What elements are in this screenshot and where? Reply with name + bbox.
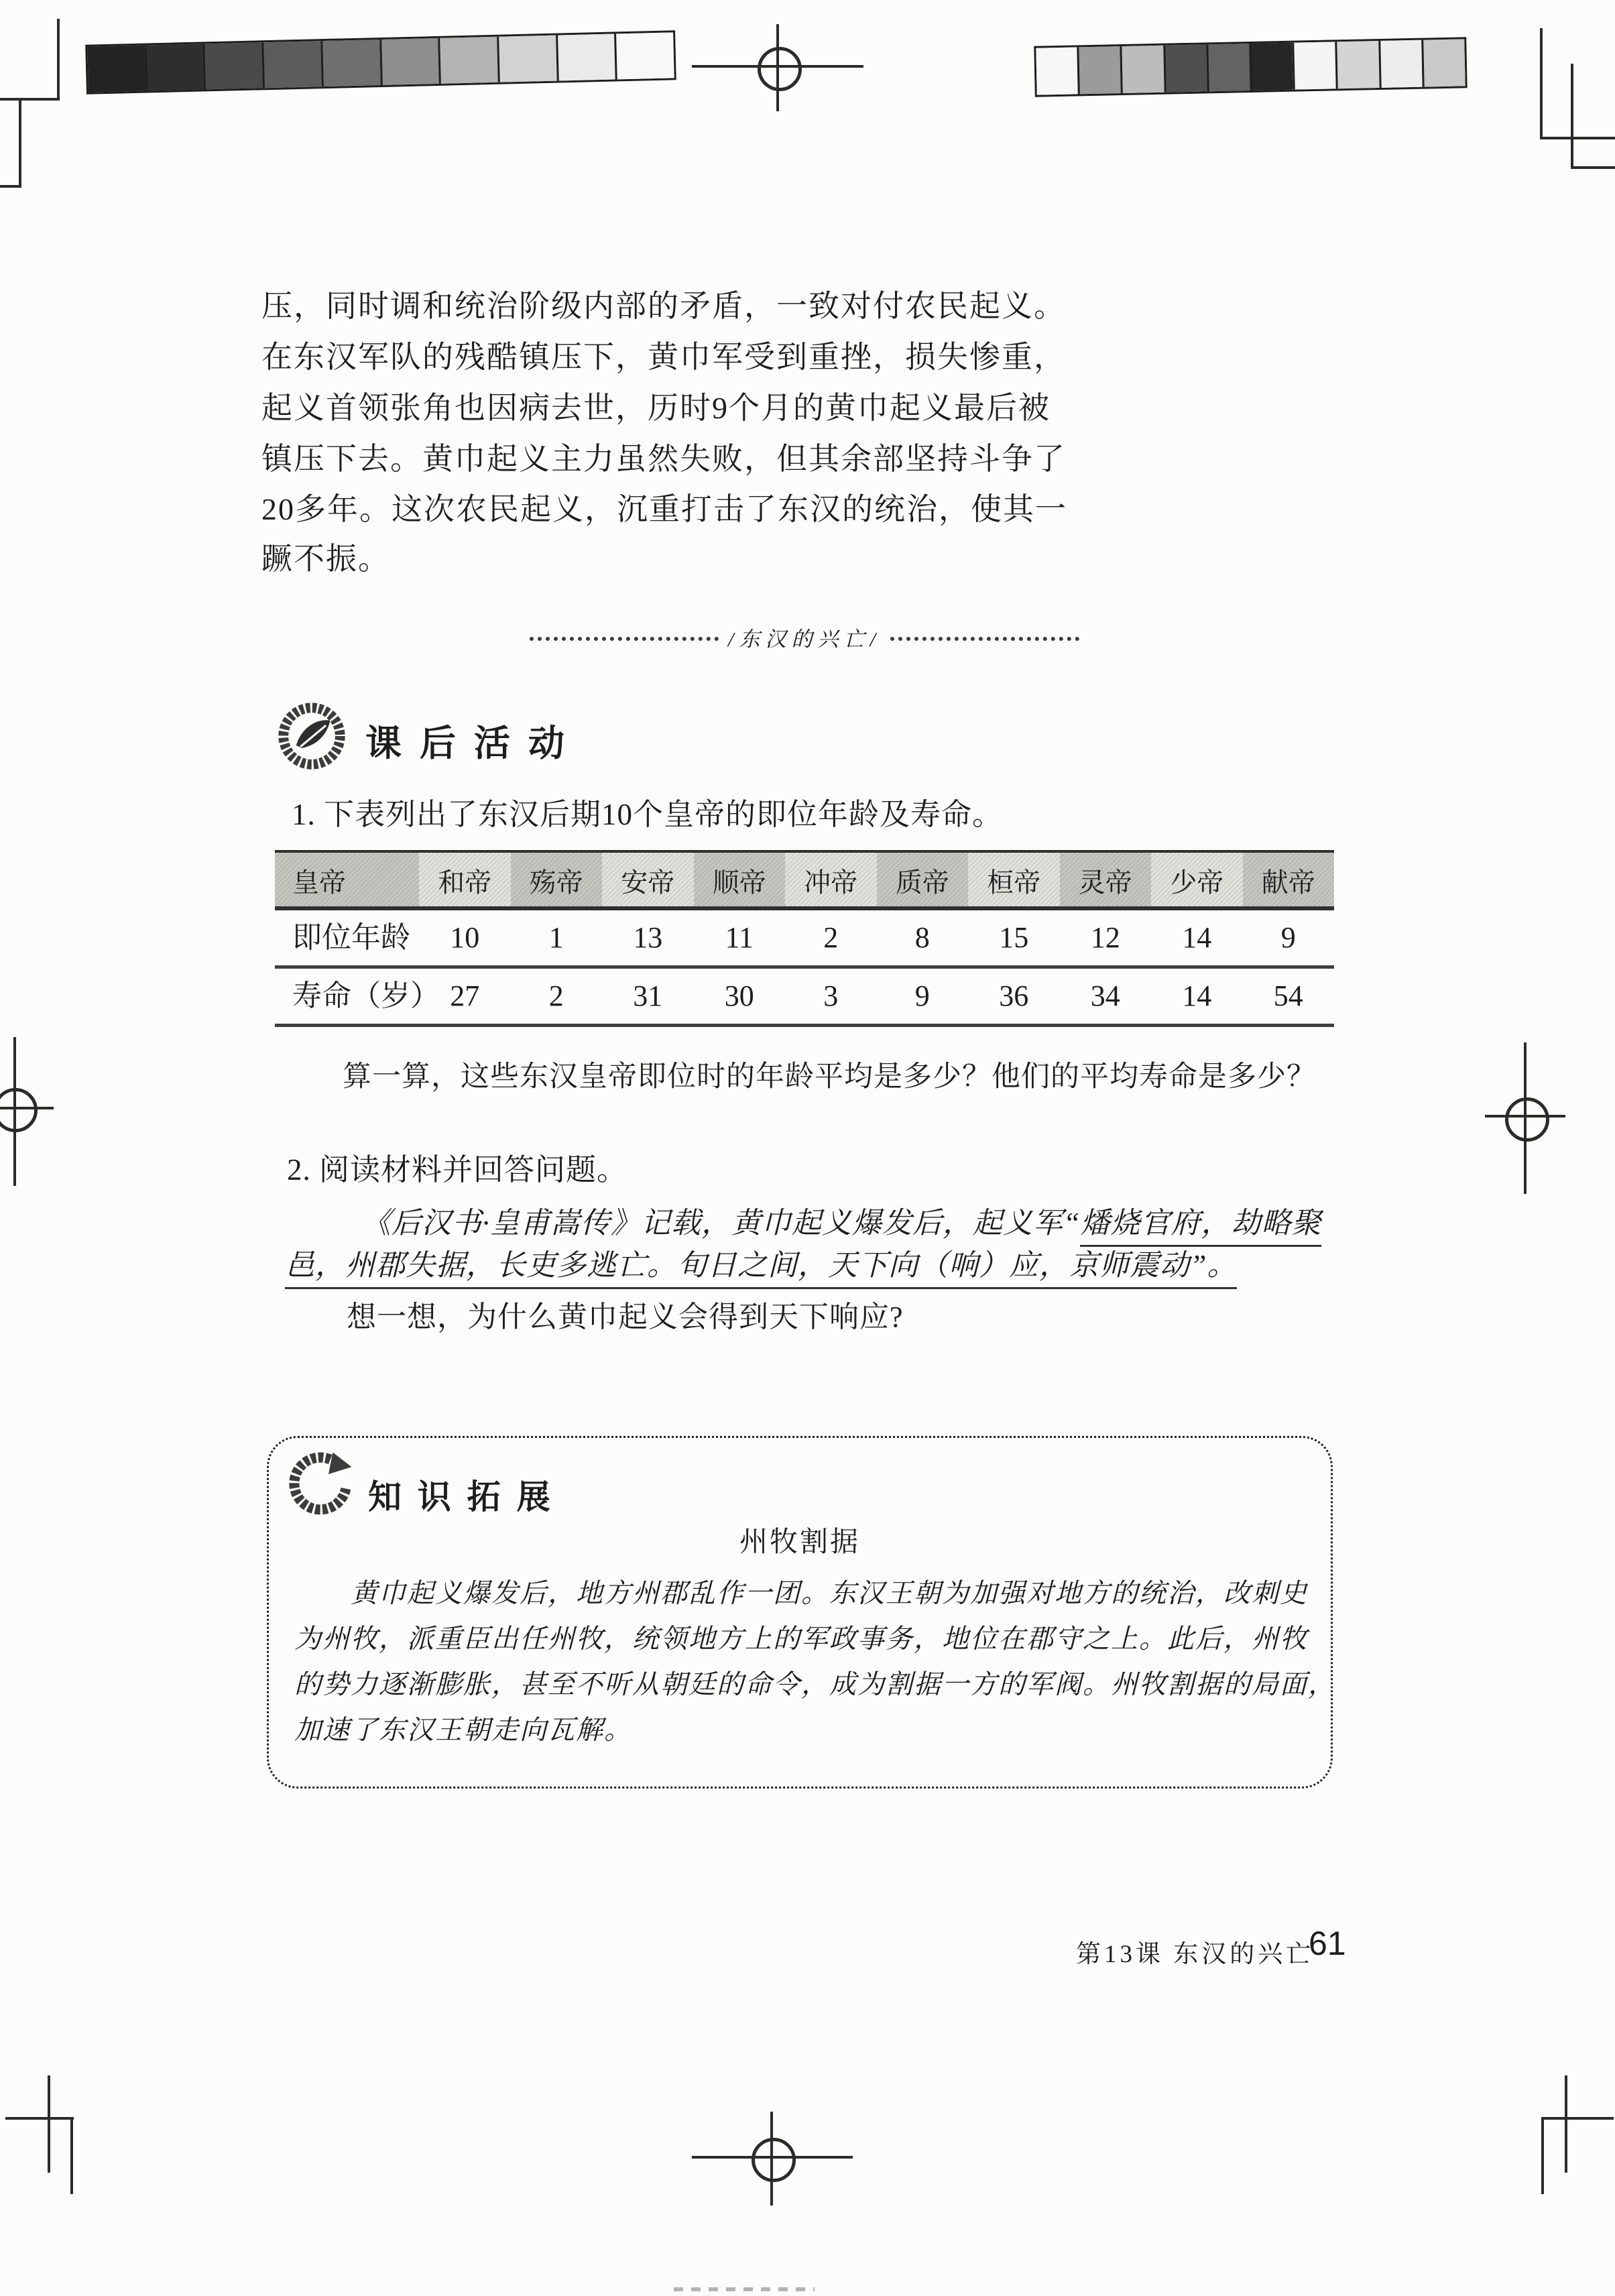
footer-lesson-title: 第13课 东汉的兴亡 [1076,1941,1315,1968]
activity-stamp-icon [276,699,347,774]
knowledge-section-title: 知 识 拓 展 [368,1478,554,1516]
value-cell: 15 [999,921,1029,954]
crop-mark-top-right [1571,166,1615,169]
header-cell: 献帝 [1243,853,1335,906]
knowledge-line: 黄巾起义爆发后，地方州郡乱作一团。东汉王朝为加强对地方的统治，改刺史 [351,1578,1308,1608]
calibration-swatch [1036,47,1078,95]
header-cell: 安帝 [602,853,694,906]
header-cell: 和帝 [419,853,511,906]
grayscale-calibration-strip-left [85,30,676,94]
activity-question-2: 想一想，为什么黄巾起义会得到天下响应? [347,1301,904,1333]
activity-question-1: 算一算，这些东汉皇帝即位时的年龄平均是多少？他们的平均寿命是多少？ [343,1061,1316,1093]
knowledge-extension-box [267,1436,1336,1789]
emperor-table [275,850,1334,1027]
value-cell: 14 [1182,921,1212,954]
calibration-swatch [1077,46,1122,94]
grayscale-calibration-strip-right [1034,37,1467,97]
value-cell: 9 [1280,921,1296,954]
paragraph-line: 起义首领张角也因病去世，历时9个月的黄巾起义最后被 [261,391,1051,425]
activity-item-2: 2. 阅读材料并回答问题。 [287,1153,628,1187]
registration-target-left [0,1107,54,1109]
paragraph-line: 20多年。这次农民起义，沉重打击了东汉的统治，使其一 [261,492,1067,526]
paragraph-line: 镇压下去。黄巾起义主力虽然失败，但其余部坚持斗争了 [261,442,1066,476]
crop-mark-bottom-right [1541,2117,1614,2120]
value-cell: 10 [450,921,480,954]
value-cell: 8 [914,921,930,954]
quote-text: 《后汉书·皇甫嵩传》记载，黄巾起义爆发后，起义军“ [361,1207,1081,1240]
value-cell: 11 [725,921,754,954]
header-cell: 冲帝 [785,853,877,906]
value-cell: 36 [999,979,1029,1012]
knowledge-line: 为州牧，派重臣出任州牧，统领地方上的军政事务，地位在郡守之上。此后，州牧 [294,1624,1308,1654]
table-header-row [275,850,1334,910]
paragraph-line: 蹶不振。 [261,542,390,576]
calibration-swatch [497,36,556,82]
registration-target-bottom [752,2138,796,2182]
knowledge-heading: 州牧割据 [739,1527,860,1558]
quote-underlined-text: 邑，州郡失据，长吏多逃亡。旬日之间，天下向（响）应，京师震动”。 [285,1249,1237,1289]
header-cell: 皇帝 [275,853,419,906]
header-cell: 殇帝 [511,853,603,906]
crop-mark-top-right [1540,28,1543,139]
calibration-swatch [261,41,321,88]
calibration-swatch [144,44,204,90]
divider-dots [530,637,719,641]
crop-mark-bottom-left [48,2075,50,2173]
calibration-swatch [320,40,380,86]
calibration-swatch [438,37,497,84]
value-cell: 34 [1090,979,1120,1012]
divider-label: /东汉的兴亡/ [727,627,882,651]
knowledge-line: 的势力逐渐膨胀，甚至不听从朝廷的命令，成为割据一方的军阀。州牧割据的局面， [294,1669,1336,1699]
knowledge-line: 加速了东汉王朝走向瓦解。 [294,1715,632,1745]
calibration-swatch [1335,41,1380,88]
registration-target-left [13,1037,16,1186]
calibration-swatch [87,46,145,93]
calibration-swatch [1163,44,1207,92]
page-edge-artifact [674,2287,815,2291]
crop-mark-top-right [1571,64,1573,169]
crop-mark-bottom-right [1541,2117,1544,2194]
value-cell: 3 [823,979,839,1012]
header-cell: 灵帝 [1060,853,1152,906]
header-cell: 桓帝 [968,853,1060,906]
crop-mark-bottom-right [1565,2075,1567,2173]
value-cell: 2 [548,979,564,1012]
value-cell: 12 [1090,921,1120,954]
footer-page-number: 61 [1309,1925,1346,1962]
paragraph-line: 在东汉军队的残酷镇压下，黄巾军受到重挫，损失惨重， [261,340,1066,374]
paragraph-line: 压，同时调和统治阶级内部的矛盾，一致对付农民起义。 [261,289,1066,323]
header-cell: 少帝 [1151,853,1243,906]
table-row-accession-age [275,910,1334,969]
crop-mark-top-left [0,98,60,101]
crop-mark-top-right [1540,137,1615,139]
crop-mark-top-left [0,185,21,188]
registration-target-right [1524,1042,1527,1194]
registration-target-left [0,1088,38,1132]
calibration-swatch [1421,39,1466,86]
calibration-swatch [1378,40,1423,88]
value-cell: 14 [1182,979,1212,1012]
value-cell: 31 [633,979,663,1012]
registration-target-bottom [770,2112,773,2206]
value-cell: 1 [548,921,564,954]
quote-underlined-text: 燔烧官府，劫略聚 [1080,1207,1321,1247]
registration-target-top [776,24,779,111]
value-cell: 9 [914,979,930,1012]
row-label: 寿命（岁） [292,979,440,1012]
quote-line-2 [285,1241,1237,1284]
activity-section-title: 课 后 活 动 [365,723,569,764]
crop-mark-bottom-left [5,2117,74,2120]
calibration-swatch [556,34,615,80]
quote-line-1 [361,1199,1321,1242]
knowledge-circular-arrow-icon [284,1447,356,1519]
value-cell: 30 [724,979,754,1012]
calibration-swatch [203,42,263,89]
table-row-lifespan [275,969,1334,1027]
header-cell: 质帝 [877,853,969,906]
divider-dots [890,637,1079,641]
registration-target-right [1505,1097,1549,1142]
calibration-swatch [1206,44,1250,91]
crop-mark-bottom-left [70,2117,73,2194]
calibration-swatch [614,32,674,79]
value-cell: 54 [1273,979,1303,1012]
registration-target-top [758,47,802,91]
row-label: 即位年龄 [292,921,410,954]
value-cell: 13 [633,921,663,954]
header-cell: 顺帝 [694,853,786,906]
crop-mark-top-left [57,19,60,101]
calibration-swatch [1292,42,1336,89]
calibration-swatch [1120,46,1164,93]
activity-item-1: 1. 下表列出了东汉后期10个皇帝的即位年龄及寿命。 [292,798,1004,831]
value-cell: 27 [450,979,480,1012]
crop-mark-top-left [19,101,21,188]
section-divider [530,622,1079,652]
calibration-swatch [379,38,439,85]
value-cell: 2 [823,921,839,954]
calibration-swatch [1249,43,1293,90]
